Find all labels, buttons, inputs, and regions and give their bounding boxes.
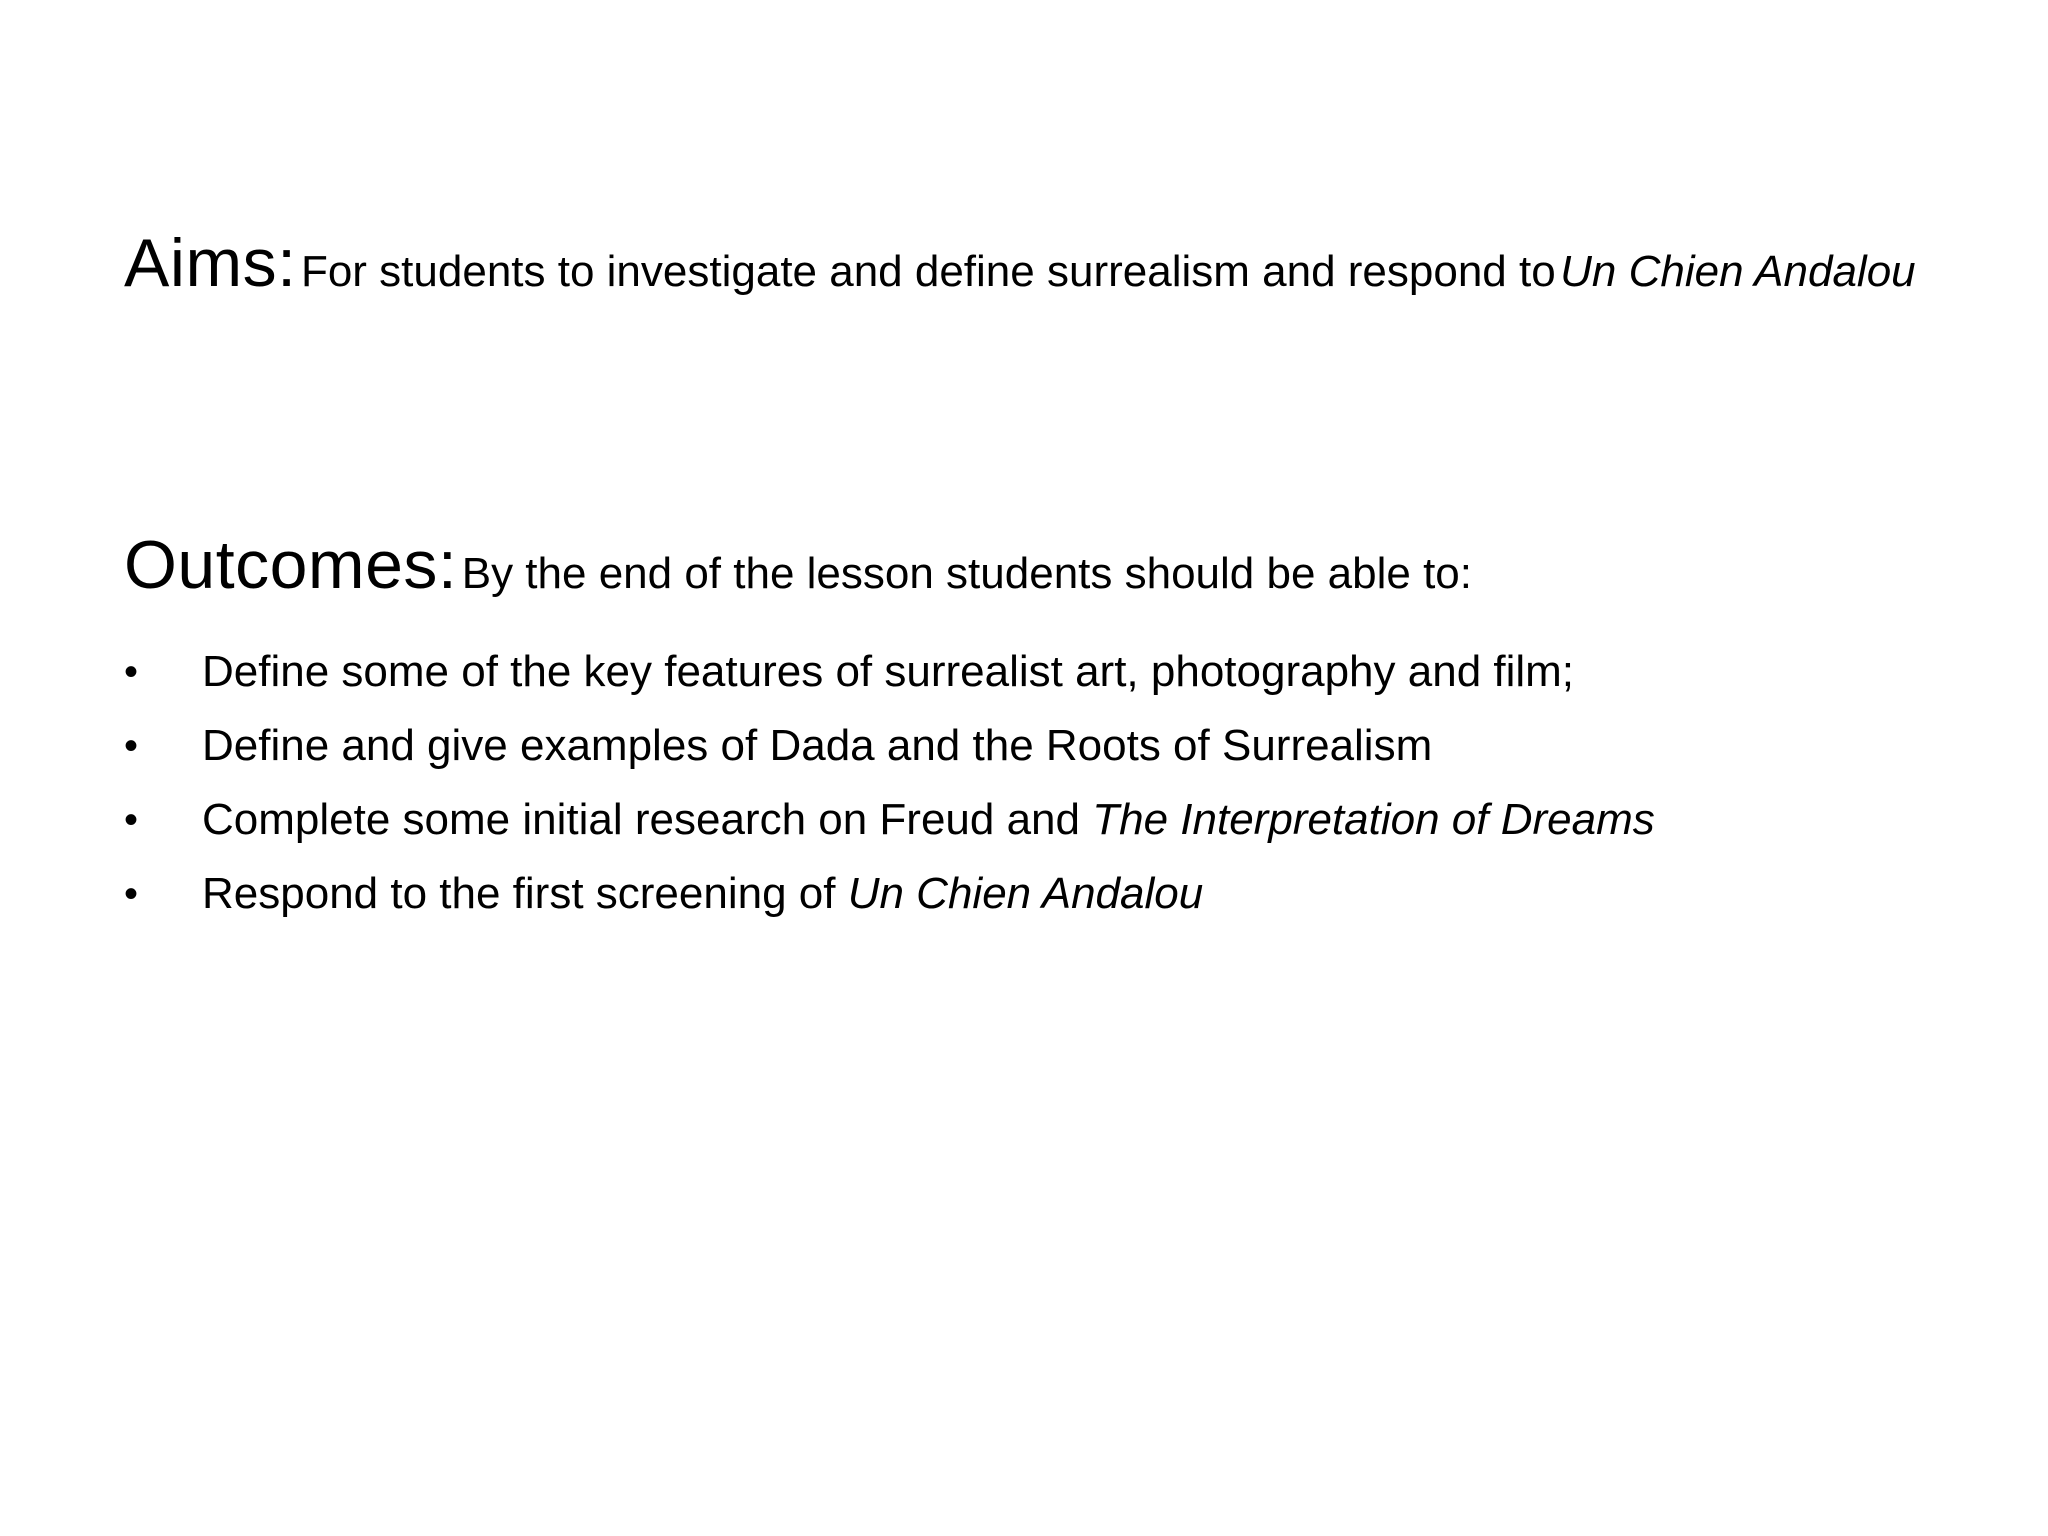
list-item-text: Define some of the key features of surrealist art, photography and film; xyxy=(202,647,1575,696)
outcomes-heading: Outcomes: xyxy=(124,527,458,603)
list-item-text: Complete some initial research on Freud and xyxy=(202,795,1093,844)
bullet-icon: • xyxy=(124,724,139,768)
outcomes-section xyxy=(124,520,1924,931)
aims-film-title: Un Chien Andalou xyxy=(1560,247,1916,296)
bullet-icon: • xyxy=(124,798,139,842)
list-item-italic: The Interpretation of Dreams xyxy=(1092,795,1655,844)
bullet-icon: • xyxy=(124,650,139,694)
list-item-italic: Un Chien Andalou xyxy=(847,869,1204,918)
aims-text: For students to investigate and define surrealism and respond to xyxy=(300,247,1556,296)
outcomes-list xyxy=(124,635,1924,931)
list-item xyxy=(124,857,1924,931)
list-item xyxy=(124,783,1924,857)
list-item-text: Define and give examples of Dada and the Roots of Surrealism xyxy=(202,721,1433,770)
aims-section xyxy=(124,225,1924,317)
list-item-text: Respond to the first screening of xyxy=(202,869,848,918)
list-item xyxy=(124,709,1924,783)
outcomes-header xyxy=(124,520,1924,629)
bullet-icon: • xyxy=(124,872,139,916)
outcomes-intro: By the end of the lesson students should be able to: xyxy=(461,549,1472,598)
aims-heading: Aims: xyxy=(124,225,297,301)
list-item xyxy=(124,635,1924,709)
